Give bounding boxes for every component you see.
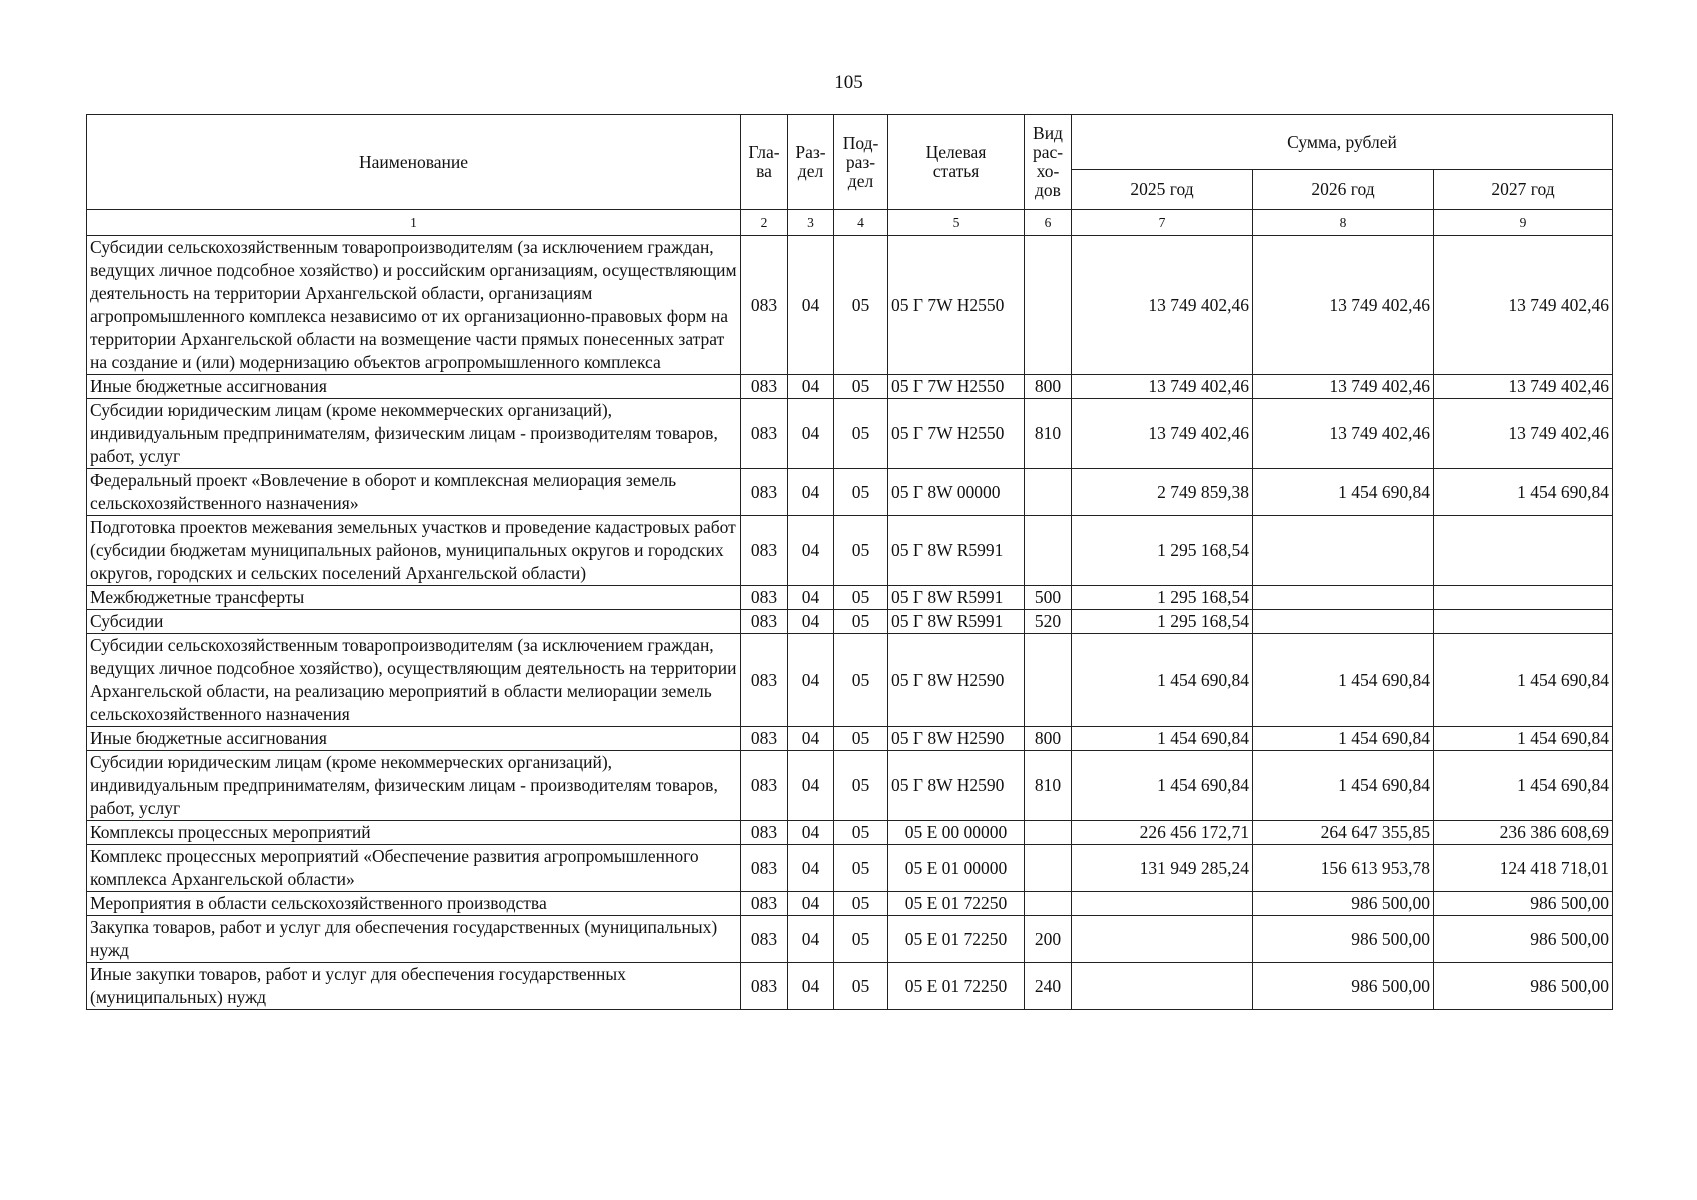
row-glava: 083 xyxy=(741,375,788,399)
row-podrazdel: 05 xyxy=(834,821,888,845)
row-celevaya-statya: 05 Е 01 72250 xyxy=(888,963,1025,1010)
row-amount-2025: 13 749 402,46 xyxy=(1072,375,1253,399)
row-amount-2027: 236 386 608,69 xyxy=(1434,821,1613,845)
row-vid-raskhodov xyxy=(1025,236,1072,375)
row-amount-2025: 1 295 168,54 xyxy=(1072,610,1253,634)
row-amount-2025: 226 456 172,71 xyxy=(1072,821,1253,845)
table-row xyxy=(87,516,1613,586)
row-amount-2027: 1 454 690,84 xyxy=(1434,634,1613,727)
row-glava: 083 xyxy=(741,821,788,845)
row-amount-2027: 13 749 402,46 xyxy=(1434,236,1613,375)
row-amount-2027 xyxy=(1434,610,1613,634)
header-summa: Сумма, рублей xyxy=(1072,115,1613,170)
row-amount-2027: 986 500,00 xyxy=(1434,892,1613,916)
row-vid-raskhodov xyxy=(1025,821,1072,845)
table-row xyxy=(87,727,1613,751)
row-celevaya-statya: 05 Г 8W Н2590 xyxy=(888,634,1025,727)
row-glava: 083 xyxy=(741,751,788,821)
row-name: Иные бюджетные ассигнования xyxy=(87,375,741,399)
row-name: Межбюджетные трансферты xyxy=(87,586,741,610)
table-row xyxy=(87,469,1613,516)
row-vid-raskhodov xyxy=(1025,469,1072,516)
row-name: Иные закупки товаров, работ и услуг для обеспечения государственных (муниципальных) нужд xyxy=(87,963,741,1010)
row-amount-2027: 1 454 690,84 xyxy=(1434,469,1613,516)
row-name: Комплекс процессных мероприятий «Обеспечение развития агропромышленного комплекса Архангельской области» xyxy=(87,845,741,892)
row-razdel: 04 xyxy=(788,610,834,634)
row-amount-2025: 2 749 859,38 xyxy=(1072,469,1253,516)
row-amount-2026: 1 454 690,84 xyxy=(1253,634,1434,727)
row-celevaya-statya: 05 Г 7W Н2550 xyxy=(888,375,1025,399)
row-celevaya-statya: 05 Г 8W Н2590 xyxy=(888,751,1025,821)
row-glava: 083 xyxy=(741,469,788,516)
row-razdel: 04 xyxy=(788,963,834,1010)
row-razdel: 04 xyxy=(788,892,834,916)
header-year-2026: 2026 год xyxy=(1253,170,1434,210)
column-number: 4 xyxy=(834,210,888,236)
row-amount-2025: 131 949 285,24 xyxy=(1072,845,1253,892)
row-podrazdel: 05 xyxy=(834,727,888,751)
row-amount-2027: 1 454 690,84 xyxy=(1434,751,1613,821)
row-name: Субсидии сельскохозяйственным товаропроизводителям (за исключением граждан, ведущих личное подсобное хозяйство) и российским организациям, осуществляющим деятельность на территории Архангельской области, организациям агропромышленного комплекса независимо от их организационно-правовых форм на территории Архангельской области на возмещение части прямых понесенных затрат на создание и (или) модернизацию объектов агропромышленного комплекса xyxy=(87,236,741,375)
row-razdel: 04 xyxy=(788,236,834,375)
row-amount-2027: 1 454 690,84 xyxy=(1434,727,1613,751)
row-podrazdel: 05 xyxy=(834,845,888,892)
table-row xyxy=(87,845,1613,892)
row-podrazdel: 05 xyxy=(834,469,888,516)
column-number-row xyxy=(87,210,1613,236)
row-razdel: 04 xyxy=(788,727,834,751)
row-amount-2026: 264 647 355,85 xyxy=(1253,821,1434,845)
row-podrazdel: 05 xyxy=(834,399,888,469)
header-year-2025: 2025 год xyxy=(1072,170,1253,210)
row-amount-2025: 1 295 168,54 xyxy=(1072,586,1253,610)
table-row xyxy=(87,751,1613,821)
row-celevaya-statya: 05 Г 8W R5991 xyxy=(888,516,1025,586)
row-amount-2026: 1 454 690,84 xyxy=(1253,727,1434,751)
row-glava: 083 xyxy=(741,727,788,751)
row-amount-2025: 1 454 690,84 xyxy=(1072,751,1253,821)
row-celevaya-statya: 05 Г 8W R5991 xyxy=(888,586,1025,610)
row-vid-raskhodov xyxy=(1025,634,1072,727)
row-razdel: 04 xyxy=(788,845,834,892)
row-vid-raskhodov xyxy=(1025,845,1072,892)
row-name: Субсидии xyxy=(87,610,741,634)
column-number: 2 xyxy=(741,210,788,236)
row-amount-2025: 1 454 690,84 xyxy=(1072,634,1253,727)
row-amount-2027: 13 749 402,46 xyxy=(1434,399,1613,469)
row-vid-raskhodov: 810 xyxy=(1025,751,1072,821)
row-amount-2025: 13 749 402,46 xyxy=(1072,399,1253,469)
row-razdel: 04 xyxy=(788,399,834,469)
row-vid-raskhodov: 500 xyxy=(1025,586,1072,610)
row-celevaya-statya: 05 Г 8W R5991 xyxy=(888,610,1025,634)
row-amount-2026: 156 613 953,78 xyxy=(1253,845,1434,892)
table-row xyxy=(87,963,1613,1010)
row-razdel: 04 xyxy=(788,634,834,727)
row-razdel: 04 xyxy=(788,586,834,610)
header-year-2027: 2027 год xyxy=(1434,170,1613,210)
table-row xyxy=(87,916,1613,963)
row-amount-2026: 986 500,00 xyxy=(1253,916,1434,963)
row-celevaya-statya: 05 Е 01 72250 xyxy=(888,892,1025,916)
row-glava: 083 xyxy=(741,610,788,634)
table-row xyxy=(87,586,1613,610)
row-name: Субсидии сельскохозяйственным товаропроизводителям (за исключением граждан, ведущих личное подсобное хозяйство), осуществляющим деятельность на территории Архангельской области, на реализацию мероприятий в области мелиорации земель сельскохозяйственного назначения xyxy=(87,634,741,727)
row-glava: 083 xyxy=(741,916,788,963)
table-row xyxy=(87,375,1613,399)
row-vid-raskhodov: 520 xyxy=(1025,610,1072,634)
column-number: 1 xyxy=(87,210,741,236)
row-razdel: 04 xyxy=(788,516,834,586)
row-amount-2025: 1 454 690,84 xyxy=(1072,727,1253,751)
row-vid-raskhodov: 800 xyxy=(1025,727,1072,751)
row-amount-2026: 13 749 402,46 xyxy=(1253,375,1434,399)
row-celevaya-statya: 05 Е 01 00000 xyxy=(888,845,1025,892)
table-row xyxy=(87,634,1613,727)
table-row xyxy=(87,821,1613,845)
row-amount-2026: 986 500,00 xyxy=(1253,963,1434,1010)
row-vid-raskhodov: 240 xyxy=(1025,963,1072,1010)
row-celevaya-statya: 05 Г 8W Н2590 xyxy=(888,727,1025,751)
row-celevaya-statya: 05 Г 7W Н2550 xyxy=(888,399,1025,469)
row-razdel: 04 xyxy=(788,375,834,399)
row-name: Федеральный проект «Вовлечение в оборот и комплексная мелиорация земель сельскохозяйственного назначения» xyxy=(87,469,741,516)
row-glava: 083 xyxy=(741,845,788,892)
row-vid-raskhodov: 810 xyxy=(1025,399,1072,469)
row-amount-2025 xyxy=(1072,892,1253,916)
row-podrazdel: 05 xyxy=(834,634,888,727)
row-glava: 083 xyxy=(741,399,788,469)
row-glava: 083 xyxy=(741,963,788,1010)
row-podrazdel: 05 xyxy=(834,751,888,821)
header-razdel: Раз- дел xyxy=(788,115,834,210)
row-amount-2027 xyxy=(1434,516,1613,586)
row-amount-2025 xyxy=(1072,916,1253,963)
row-amount-2027: 986 500,00 xyxy=(1434,916,1613,963)
row-razdel: 04 xyxy=(788,821,834,845)
row-amount-2027: 124 418 718,01 xyxy=(1434,845,1613,892)
table-row xyxy=(87,236,1613,375)
row-celevaya-statya: 05 Е 00 00000 xyxy=(888,821,1025,845)
row-glava: 083 xyxy=(741,586,788,610)
row-amount-2026: 1 454 690,84 xyxy=(1253,469,1434,516)
row-podrazdel: 05 xyxy=(834,916,888,963)
row-vid-raskhodov xyxy=(1025,892,1072,916)
row-razdel: 04 xyxy=(788,751,834,821)
table-row xyxy=(87,399,1613,469)
row-amount-2027: 986 500,00 xyxy=(1434,963,1613,1010)
row-glava: 083 xyxy=(741,892,788,916)
row-podrazdel: 05 xyxy=(834,892,888,916)
row-amount-2026: 13 749 402,46 xyxy=(1253,399,1434,469)
row-podrazdel: 05 xyxy=(834,586,888,610)
row-amount-2026: 1 454 690,84 xyxy=(1253,751,1434,821)
row-amount-2027: 13 749 402,46 xyxy=(1434,375,1613,399)
row-glava: 083 xyxy=(741,634,788,727)
row-podrazdel: 05 xyxy=(834,610,888,634)
column-number: 3 xyxy=(788,210,834,236)
header-glava: Гла- ва xyxy=(741,115,788,210)
row-name: Субсидии юридическим лицам (кроме некоммерческих организаций), индивидуальным предпринимателям, физическим лицам - производителям товаров, работ, услуг xyxy=(87,399,741,469)
page-number: 105 xyxy=(834,72,863,93)
row-glava: 083 xyxy=(741,236,788,375)
row-name: Подготовка проектов межевания земельных участков и проведение кадастровых работ (субсидии бюджетам муниципальных районов, муниципальных округов и городских округов, городских и сельских поселений Архангельской области) xyxy=(87,516,741,586)
row-amount-2026: 986 500,00 xyxy=(1253,892,1434,916)
header-podrazdel: Под- раз- дел xyxy=(834,115,888,210)
row-vid-raskhodov: 800 xyxy=(1025,375,1072,399)
row-name: Комплексы процессных мероприятий xyxy=(87,821,741,845)
row-amount-2025: 13 749 402,46 xyxy=(1072,236,1253,375)
row-podrazdel: 05 xyxy=(834,375,888,399)
budget-table xyxy=(86,114,1613,1010)
row-celevaya-statya: 05 Г 8W 00000 xyxy=(888,469,1025,516)
column-number: 5 xyxy=(888,210,1025,236)
row-podrazdel: 05 xyxy=(834,963,888,1010)
row-amount-2026 xyxy=(1253,610,1434,634)
header-vid: Вид рас- хо- дов xyxy=(1025,115,1072,210)
row-celevaya-statya: 05 Е 01 72250 xyxy=(888,916,1025,963)
row-razdel: 04 xyxy=(788,469,834,516)
row-amount-2025 xyxy=(1072,963,1253,1010)
row-glava: 083 xyxy=(741,516,788,586)
row-name: Субсидии юридическим лицам (кроме некоммерческих организаций), индивидуальным предпринимателям, физическим лицам - производителям товаров, работ, услуг xyxy=(87,751,741,821)
row-amount-2025: 1 295 168,54 xyxy=(1072,516,1253,586)
row-name: Иные бюджетные ассигнования xyxy=(87,727,741,751)
column-number: 8 xyxy=(1253,210,1434,236)
header-celevaya: Целевая статья xyxy=(888,115,1025,210)
column-number: 7 xyxy=(1072,210,1253,236)
row-amount-2026: 13 749 402,46 xyxy=(1253,236,1434,375)
row-name: Мероприятия в области сельскохозяйственного производства xyxy=(87,892,741,916)
row-razdel: 04 xyxy=(788,916,834,963)
column-number: 6 xyxy=(1025,210,1072,236)
row-amount-2027 xyxy=(1434,586,1613,610)
row-vid-raskhodov xyxy=(1025,516,1072,586)
column-number: 9 xyxy=(1434,210,1613,236)
row-podrazdel: 05 xyxy=(834,516,888,586)
row-amount-2026 xyxy=(1253,516,1434,586)
row-vid-raskhodov: 200 xyxy=(1025,916,1072,963)
row-amount-2026 xyxy=(1253,586,1434,610)
row-podrazdel: 05 xyxy=(834,236,888,375)
header-name: Наименование xyxy=(87,115,741,210)
row-name: Закупка товаров, работ и услуг для обеспечения государственных (муниципальных) нужд xyxy=(87,916,741,963)
table-row xyxy=(87,610,1613,634)
row-celevaya-statya: 05 Г 7W Н2550 xyxy=(888,236,1025,375)
table-row xyxy=(87,892,1613,916)
